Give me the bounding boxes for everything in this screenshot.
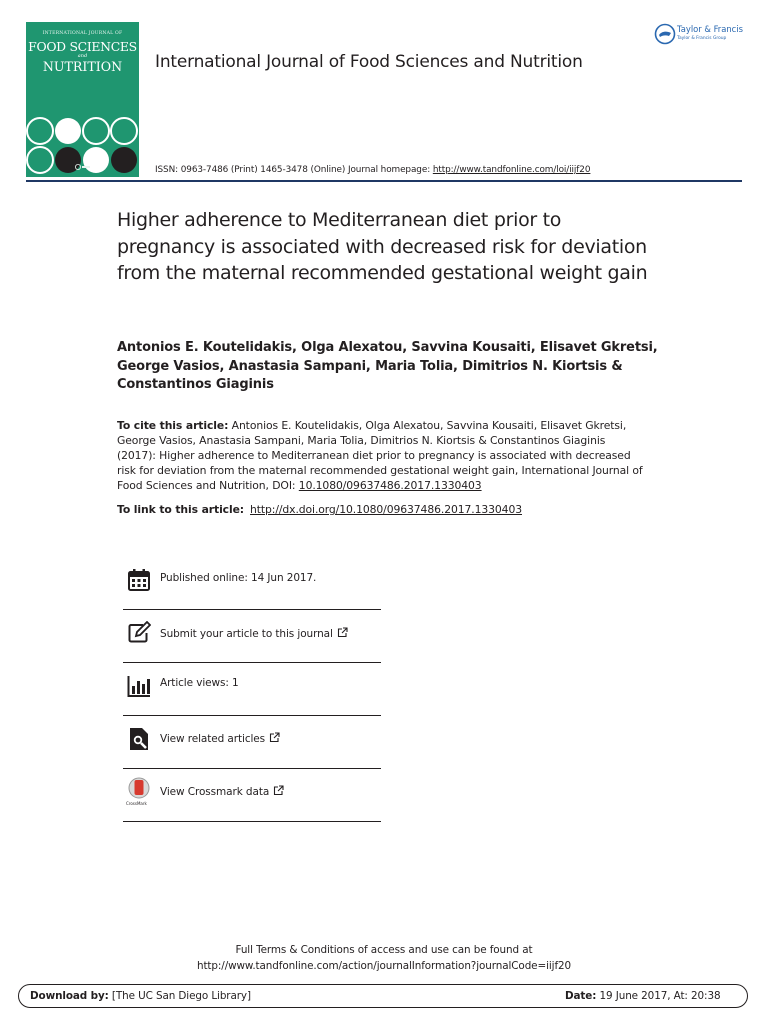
views-row <box>123 668 381 721</box>
info-divider <box>123 609 381 610</box>
date-label: Date: <box>565 990 597 1002</box>
info-divider <box>123 715 381 716</box>
article-views: Article views: 1 <box>160 677 239 689</box>
download-value: [The UC San Diego Library] <box>108 990 251 1002</box>
citation-block <box>117 418 647 493</box>
view-related-label: View related articles <box>160 733 266 745</box>
published-date: Published online: 14 Jun 2017. <box>160 572 317 584</box>
article-authors: Antonios E. Koutelidakis, Olga Alexatou, Savvina Kousaiti, Elisavet Gkretsi, George Vasios, Anastasia Sampani, Maria Tolia, Dimitrios N. Kiortsis & Constantinos Giaginis <box>117 340 658 392</box>
date-value: 19 June 2017, At: 20:38 <box>596 990 721 1002</box>
download-label: Download by: <box>30 990 109 1002</box>
submit-row[interactable] <box>123 615 381 668</box>
terms-notice <box>0 942 768 974</box>
download-date <box>565 990 720 1002</box>
article-doi-url[interactable]: http://dx.doi.org/10.1080/09637486.2017.1330403 <box>250 503 522 516</box>
terms-line1: Full Terms & Conditions of access and use can be found at <box>235 944 533 956</box>
crossmark-row[interactable] <box>123 774 381 827</box>
cite-text: Antonios E. Koutelidakis, Olga Alexatou, Savvina Kousaiti, Elisavet Gkretsi, George Vasios, Anastasia Sampani, Maria Tolia, Dimitrios N. Kiortsis & Constantinos Giaginis (2017): Higher adherence to Mediterranean diet prior to pregnancy is associated with decreased risk for deviation from the maternal recommended gestational weight gain, International Journal of Food Sciences and Nutrition, DOI: <box>117 419 643 492</box>
cover-small-line: INTERNATIONAL JOURNAL OF <box>42 31 123 36</box>
external-link-icon <box>269 732 280 743</box>
related-row[interactable] <box>123 721 381 774</box>
cover-title-line2: NUTRITION <box>42 59 123 74</box>
info-divider <box>123 821 381 822</box>
published-row <box>123 562 381 615</box>
article-link-line <box>117 503 522 516</box>
external-link-icon <box>337 627 348 638</box>
journal-homepage-link[interactable]: http://www.tandfonline.com/loi/iijf20 <box>432 165 591 175</box>
article-title: Higher adherence to Mediterranean diet prior to pregnancy is associated with decreased risk for deviation from the maternal recommended gestational weight gain <box>117 209 648 284</box>
info-divider <box>123 768 381 769</box>
cite-label: To cite this article: <box>117 419 229 432</box>
calendar-icon <box>127 568 151 592</box>
edit-icon <box>127 621 151 645</box>
cover-publisher-mark <box>75 163 91 171</box>
view-crossmark-label: View Crossmark data <box>160 786 270 798</box>
journal-title: International Journal of Food Sciences and Nutrition <box>155 52 583 72</box>
crossmark-icon-label: CrossMark <box>126 801 147 806</box>
terms-url[interactable]: http://www.tandfonline.com/action/journalInformation?journalCode=iijf20 <box>196 960 572 972</box>
publisher-logo-text: Taylor & Francis <box>677 24 743 34</box>
view-crossmark-link[interactable] <box>160 785 284 798</box>
bar-chart-icon <box>127 674 151 698</box>
submit-article-label: Submit your article to this journal <box>160 628 333 640</box>
download-by <box>30 990 251 1002</box>
external-link-icon <box>273 785 284 796</box>
link-label: To link to this article: <box>117 503 245 516</box>
issn-text: ISSN: 0963-7486 (Print) 1465-3478 (Online) Journal homepage: <box>155 165 433 175</box>
submit-article-link[interactable] <box>160 627 348 640</box>
view-related-link[interactable] <box>160 732 280 745</box>
taylor-francis-logo-icon <box>654 23 676 45</box>
cover-title-line1: FOOD SCIENCES <box>28 39 137 54</box>
publisher-logo-subtext: Taylor & Francis Group <box>677 36 727 41</box>
search-document-icon <box>127 727 151 751</box>
info-divider <box>123 662 381 663</box>
cover-connector: and <box>77 53 88 59</box>
issn-line <box>155 165 590 175</box>
cite-doi-link[interactable]: 10.1080/09637486.2017.1330403 <box>298 479 482 492</box>
journal-cover <box>26 22 139 177</box>
header-rule <box>26 180 742 182</box>
